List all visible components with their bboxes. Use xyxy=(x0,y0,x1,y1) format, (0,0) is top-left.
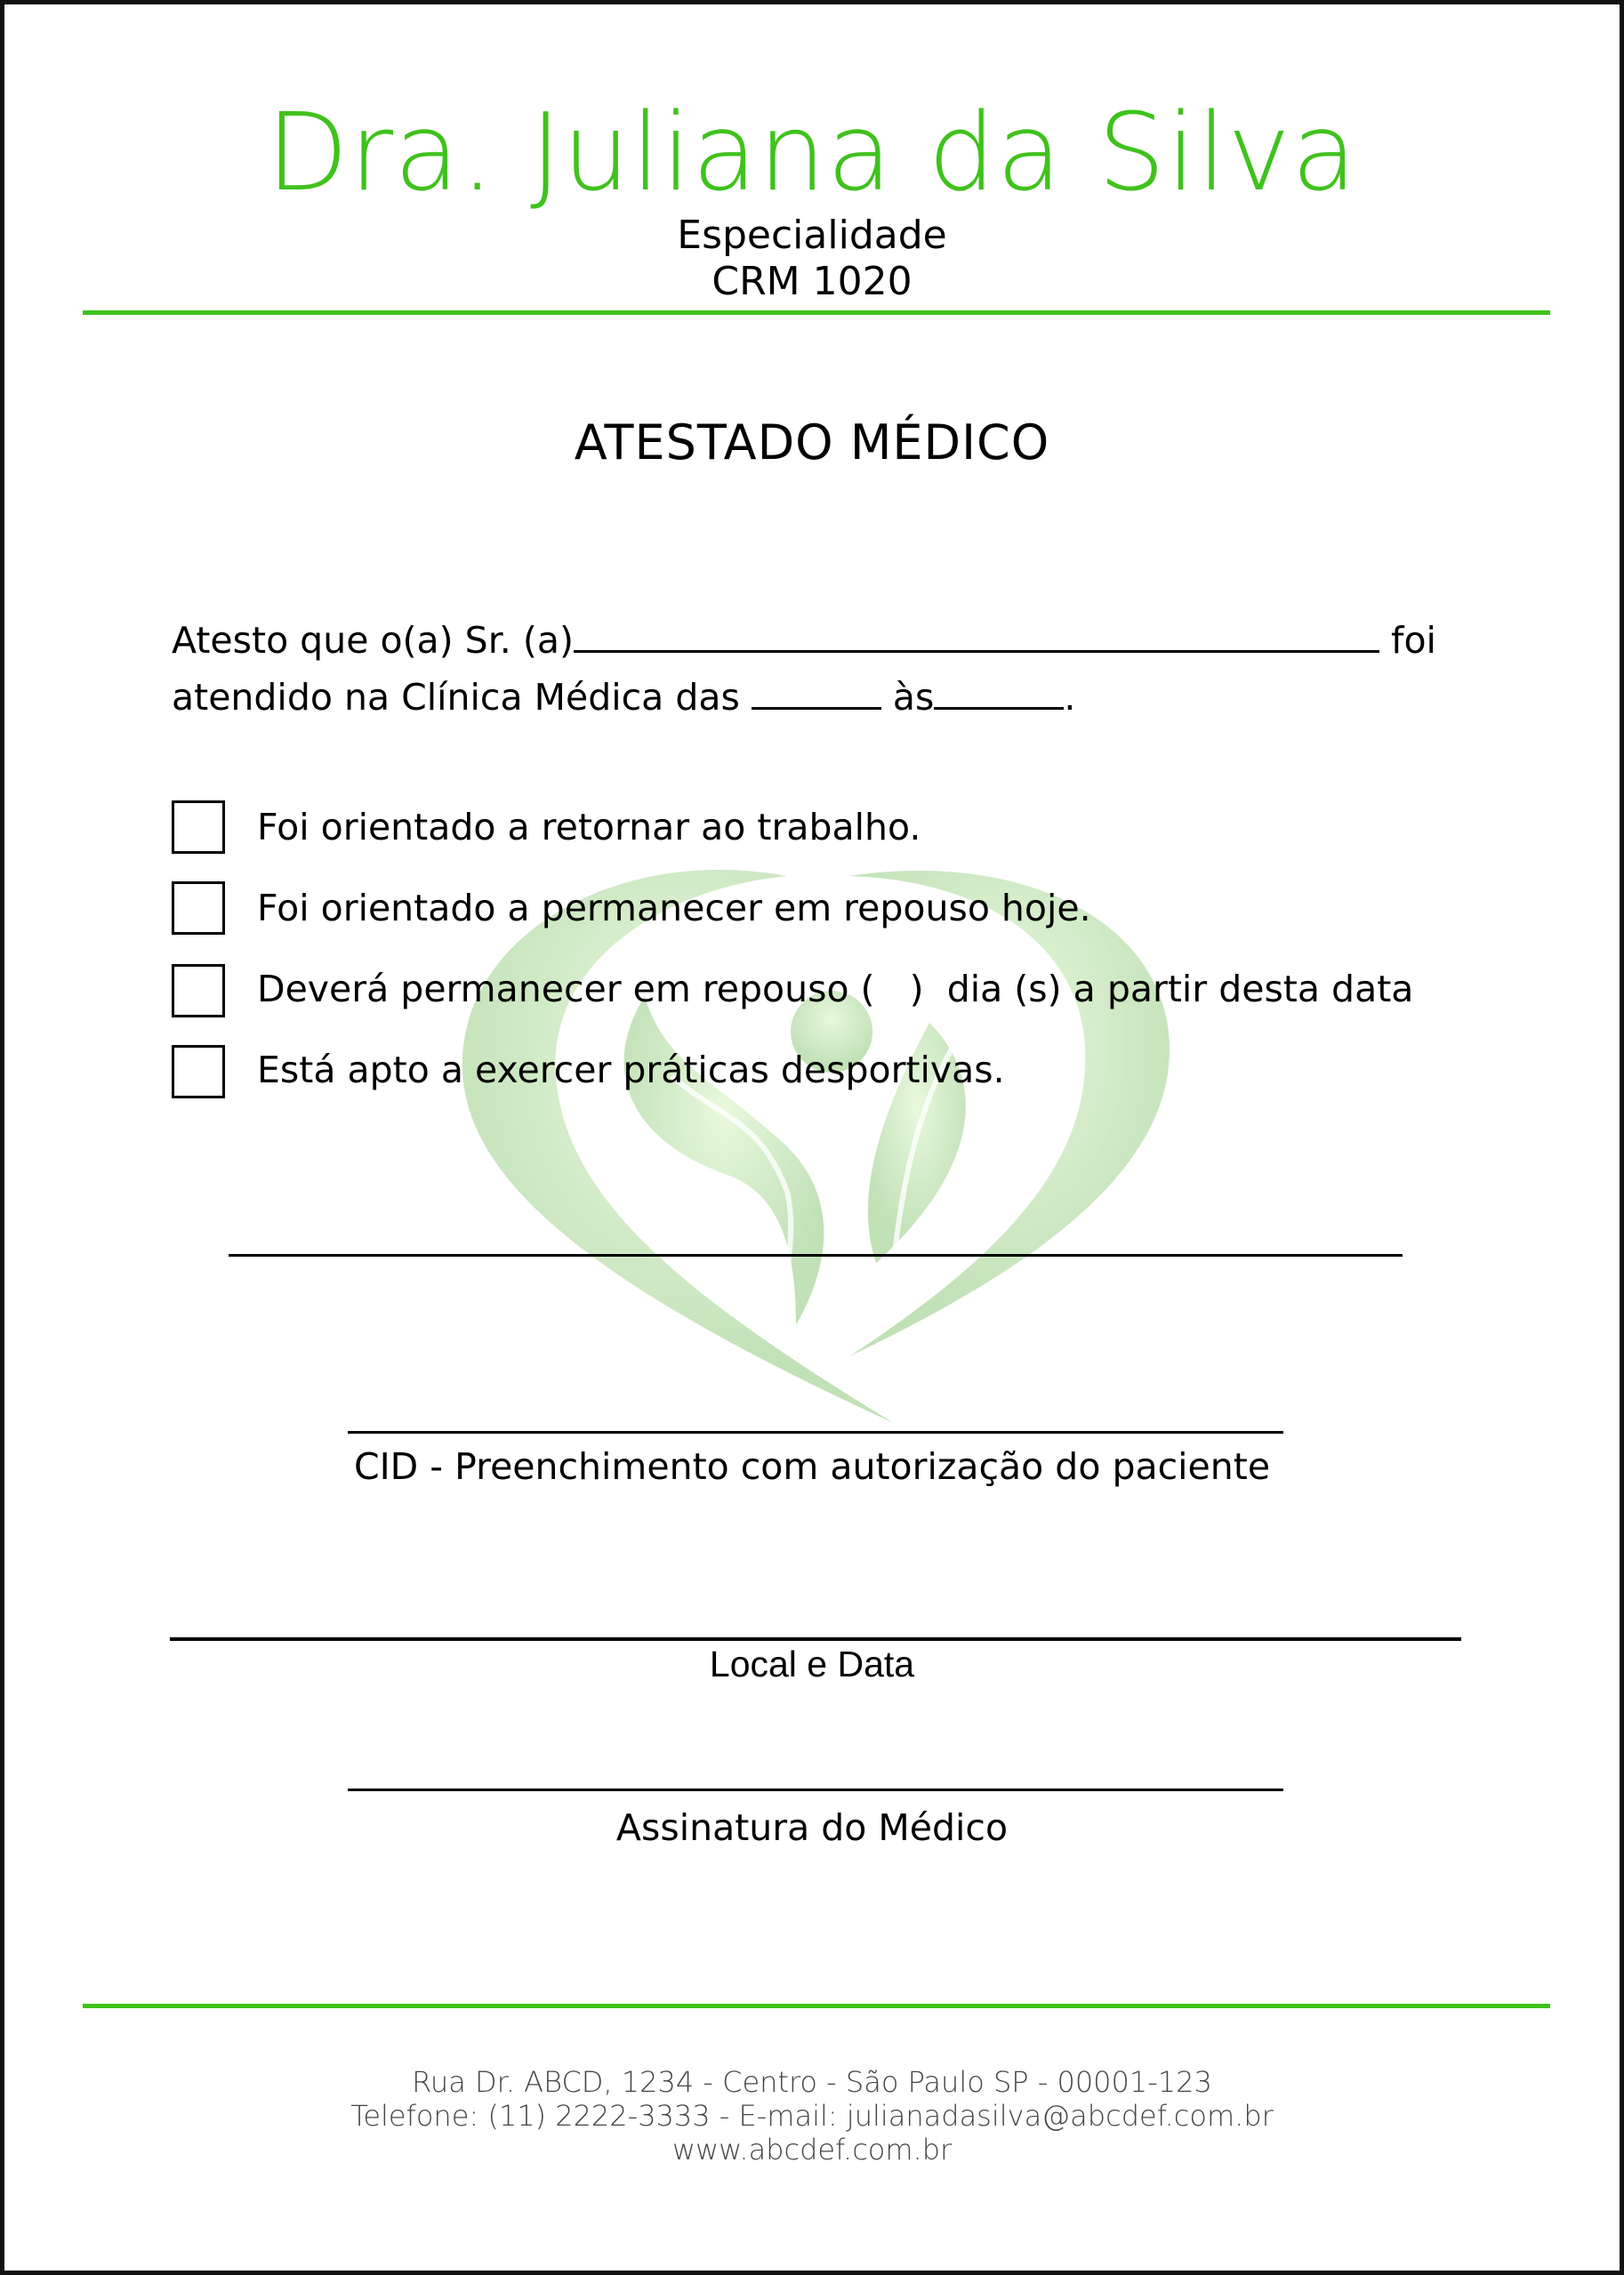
heart-leaves-logo-icon xyxy=(458,854,1175,1432)
footer-contact: Telefone: (11) 2222-3333 - E-mail: julianadasilva@abcdef.com.br xyxy=(350,2099,1274,2133)
option-label-sports-fit: Está apto a exercer práticas desportivas. xyxy=(257,1049,1005,1091)
footer-address: Rua Dr. ABCD, 1234 - Centro - São Paulo SP - 00001-123 xyxy=(412,2065,1212,2099)
statement-text-1: Atesto que o(a) Sr. (a) xyxy=(172,619,574,662)
document-title: ATESTADO MÉDICO xyxy=(574,414,1050,470)
crm-number: CRM 1020 xyxy=(712,259,912,304)
local-date-line[interactable] xyxy=(170,1637,1461,1641)
option-checkbox-rest-days[interactable] xyxy=(172,964,225,1017)
signature-label: Assinatura do Médico xyxy=(615,1806,1009,1849)
option-label-return-work: Foi orientado a retornar ao trabalho. xyxy=(257,806,921,848)
cid-line[interactable] xyxy=(348,1431,1283,1434)
option-label-rest-today: Foi orientado a permanecer em repouso hoje. xyxy=(257,887,1091,929)
footer-divider xyxy=(83,2004,1550,2008)
signature-line[interactable] xyxy=(348,1789,1283,1791)
local-date-label: Local e Data xyxy=(709,1644,915,1684)
option-checkbox-rest-today[interactable] xyxy=(172,881,225,935)
attestation-statement xyxy=(172,611,1470,725)
start-time-field[interactable] xyxy=(752,668,881,710)
footer-website[interactable]: www.abcdef.com.br xyxy=(671,2133,953,2166)
end-time-field[interactable] xyxy=(934,668,1064,710)
doctor-name: Dra. Juliana da Silva xyxy=(266,92,1358,215)
header-divider xyxy=(83,310,1550,315)
statement-text-2: foi xyxy=(1391,619,1436,662)
cid-label: CID - Preenchimento com autorização do paciente xyxy=(353,1445,1271,1488)
statement-text-4: às xyxy=(892,676,935,719)
option-checkbox-sports-fit[interactable] xyxy=(172,1045,225,1098)
option-checkbox-return-work[interactable] xyxy=(172,800,225,854)
additional-notes-line[interactable] xyxy=(229,1254,1403,1257)
statement-text-5: . xyxy=(1064,676,1076,719)
option-label-rest-days: Deverá permanecer em repouso ( ) dia (s) a partir desta data xyxy=(257,968,1414,1010)
specialty: Especialidade xyxy=(677,213,947,258)
patient-name-field[interactable] xyxy=(574,611,1379,653)
statement-text-3: atendido na Clínica Médica das xyxy=(172,676,740,719)
